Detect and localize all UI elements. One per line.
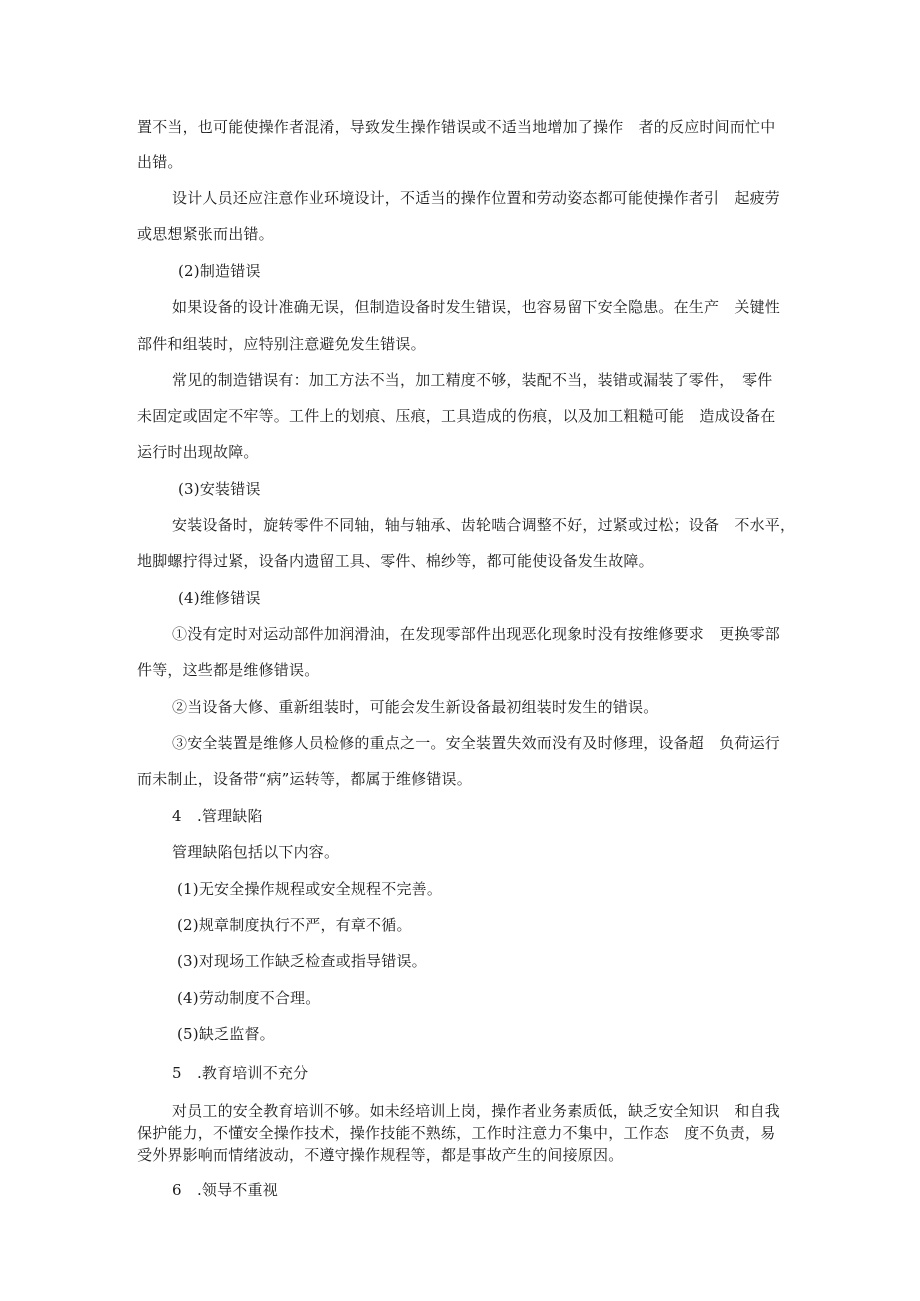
paragraph-line: 保护能力，不懂安全操作技术，操作技能不熟练，工作时注意力不集中，工作态 度不负责，易 (137, 1124, 776, 1142)
paragraph-line: 而未制止，设备带“病”运转等，都属于维修错误。 (137, 770, 472, 788)
paragraph-line: 如果设备的设计准确无误，但制造设备时发生错误，也容易留下安全隐患。在生产 关键性 (172, 298, 781, 316)
paragraph-line: ③安全装置是维修人员检修的重点之一。安全装置失效而没有及时修理，设备超 负荷运行 (172, 734, 781, 752)
list-item: (3)对现场工作缺乏检查或指导错误。 (177, 952, 427, 970)
list-item: (2)规章制度执行不严，有章不循。 (177, 916, 412, 934)
paragraph-line: 部件和组装时，应特别注意避免发生错误。 (137, 335, 426, 353)
subheading-installation-errors: (3)安装错误 (178, 480, 261, 498)
list-item: (1)无安全操作规程或安全规程不完善。 (177, 880, 443, 898)
section-heading-insufficient-training: 5 .教育培训不充分 (172, 1064, 309, 1082)
list-item: (5)缺乏监督。 (177, 1025, 275, 1043)
paragraph-line: 常见的制造错误有：加工方法不当，加工精度不够，装配不当，装错或漏装了零件， 零件 (172, 371, 773, 389)
section-heading-management-defects: 4 .管理缺陷 (172, 807, 263, 825)
subheading-manufacturing-errors: (2)制造错误 (178, 262, 261, 280)
paragraph-line: 置不当，也可能使操作者混淆，导致发生操作错误或不适当地增加了操作 者的反应时间而忙中 (137, 118, 776, 136)
paragraph-line: 未固定或固定不牢等。工件上的划痕、压痕，工具造成的伤痕，以及加工粗糙可能 造成设备在 (137, 407, 776, 425)
paragraph-line: ①没有定时对运动部件加润滑油，在发现零部件出现恶化现象时没有按维修要求 更换零部 (172, 625, 781, 643)
paragraph-line: 受外界影响而情绪波动，不遵守操作规程等，都是事故产生的间接原因。 (137, 1146, 624, 1164)
paragraph-line: ②当设备大修、重新组装时，可能会发生新设备最初组装时发生的错误。 (172, 698, 659, 716)
paragraph-line: 运行时出现故障。 (137, 443, 259, 461)
paragraph-line: 对员工的安全教育培训不够。如未经培训上岗，操作者业务素质低，缺乏安全知识 和自我 (172, 1102, 781, 1120)
section-heading-leadership-neglect: 6 .领导不重视 (172, 1181, 278, 1199)
paragraph-line: 地脚螺拧得过紧，设备内遗留工具、零件、棉纱等，都可能使设备发生故障。 (137, 552, 654, 570)
paragraph-line: 安装设备时，旋转零件不同轴，轴与轴承、齿轮啮合调整不好，过紧或过松；设备 不水平， (172, 516, 796, 534)
subheading-maintenance-errors: (4)维修错误 (178, 589, 261, 607)
paragraph-line: 管理缺陷包括以下内容。 (172, 843, 340, 861)
list-item: (4)劳动制度不合理。 (177, 989, 321, 1007)
paragraph-line: 设计人员还应注意作业环境设计，不适当的操作位置和劳动姿态都可能使操作者引 起疲劳 (172, 189, 781, 207)
paragraph-line: 件等，这些都是维修错误。 (137, 661, 320, 679)
paragraph-line: 或思想紧张而出错。 (137, 225, 274, 243)
paragraph-line: 出错。 (137, 153, 183, 171)
